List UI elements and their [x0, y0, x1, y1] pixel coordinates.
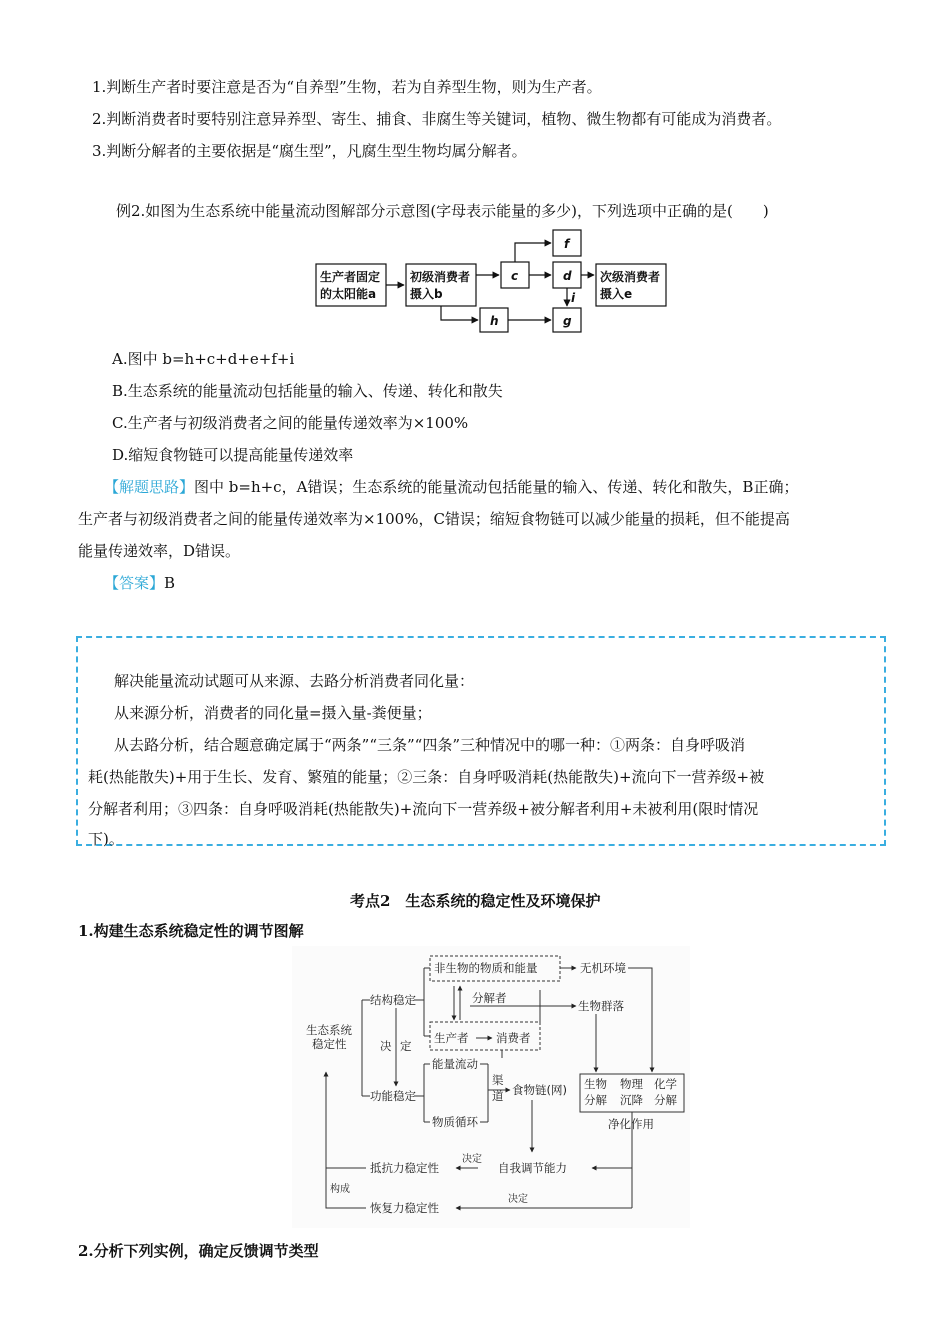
map-recover: 恢复力稳定性	[370, 1201, 439, 1215]
h-label: h	[490, 314, 499, 328]
note-2: 2.判断消费者时要特别注意异养型、寄生、捕食、非腐生等关键词，植物、微生物都有可能成为消费者。	[92, 110, 782, 128]
map-resist: 抵抗力稳定性	[370, 1161, 439, 1175]
producer-label-2: 的太阳能a	[320, 287, 377, 301]
option-b: B.生态系统的能量流动包括能量的输入、传递、转化和散失	[112, 382, 503, 400]
answer-value: B	[164, 574, 176, 592]
producer-label-1: 生产者固定	[320, 270, 381, 284]
map-matter-cycle: 物质循环	[432, 1115, 478, 1129]
tip-line-4: 耗(热能散失)+用于生长、发育、繁殖的能量；②三条：自身呼吸消耗(热能散失)+流向下一营养级+被	[88, 768, 765, 786]
energy-flow-diagram	[300, 224, 680, 336]
tip-line-1: 解决能量流动试题可从来源、去路分析消费者同化量：	[114, 672, 475, 690]
map-inorganic: 无机环境	[580, 961, 626, 975]
map-compose: 构成	[330, 1184, 350, 1195]
primary-label-1: 初级消费者	[410, 270, 471, 284]
i-label: i	[571, 291, 576, 305]
analysis-line-1	[104, 476, 798, 497]
map-decide-a: 决定	[462, 1154, 482, 1165]
map-decide-v1: 决	[380, 1039, 392, 1053]
option-a: A.图中 b=h+c+d+e+f+i	[112, 350, 295, 368]
map-root-1: 生态系统	[306, 1023, 352, 1037]
map-root-2: 稳定性	[312, 1037, 347, 1051]
example-stem: 例2.如图为生态系统中能量流动图解部分示意图(字母表示能量的多少)，下列选项中正确的是( )	[116, 202, 769, 220]
option-d: D.缩短食物链可以提高能量传递效率	[112, 446, 354, 464]
analysis-text-1: 图中 b=h+c，A错误；生态系统的能量流动包括能量的输入、传递、转化和散失，B正确；	[194, 478, 799, 496]
option-c: C.生产者与初级消费者之间的能量传递效率为×100%	[112, 414, 469, 432]
map-food-chain: 食物链(网)	[512, 1083, 567, 1097]
f-label: f	[564, 237, 570, 251]
section-title: 考点2 生态系统的稳定性及环境保护	[350, 892, 601, 910]
answer-tag: 【答案】	[104, 574, 165, 592]
map-channel-1: 渠	[492, 1073, 504, 1087]
stability-concept-map	[292, 946, 690, 1228]
analysis-line-3: 能量传递效率，D错误。	[78, 542, 241, 560]
map-phy-1: 物理	[620, 1077, 643, 1091]
map-structure: 结构稳定	[370, 993, 416, 1007]
map-channel-2: 道	[492, 1089, 504, 1103]
map-community: 生物群落	[578, 999, 624, 1013]
answer-line	[104, 572, 175, 593]
secondary-label-2: 摄入e	[600, 287, 633, 301]
tip-line-2: 从来源分析，消费者的同化量=摄入量-粪便量；	[114, 704, 432, 722]
tip-line-3: 从去路分析，结合题意确定属于“两条”“三条”“四条”三种情况中的哪一种：①两条：自身呼吸消	[114, 736, 746, 754]
analysis-tag: 【解题思路】	[104, 478, 195, 496]
subheading-1: 1.构建生态系统稳定性的调节图解	[78, 922, 304, 940]
map-bio-1: 生物	[584, 1077, 607, 1091]
map-producer: 生产者	[434, 1031, 469, 1045]
note-1: 1.判断生产者时要注意是否为“自养型”生物，若为自养型生物，则为生产者。	[92, 78, 602, 96]
map-abiotic: 非生物的物质和能量	[434, 961, 538, 975]
map-chem-2: 分解	[654, 1093, 677, 1107]
map-decomposer: 分解者	[472, 991, 507, 1005]
tip-line-6: 下)。	[88, 830, 124, 848]
map-decide-v2: 定	[400, 1039, 412, 1053]
d-label: d	[563, 269, 572, 283]
subheading-2: 2.分析下列实例，确定反馈调节类型	[78, 1242, 319, 1260]
map-decide-b: 决定	[508, 1194, 528, 1205]
map-self-reg: 自我调节能力	[498, 1161, 567, 1175]
map-chem-1: 化学	[654, 1077, 677, 1091]
tip-box	[76, 636, 886, 846]
map-phy-2: 沉降	[620, 1093, 643, 1107]
tip-line-5: 分解者利用；③四条：自身呼吸消耗(热能散失)+流向下一营养级+被分解者利用+未被利用(限时情况	[88, 800, 759, 818]
analysis-line-2: 生产者与初级消费者之间的能量传递效率为×100%，C错误；缩短食物链可以减少能量的损耗，但不能提高	[78, 510, 790, 528]
c-label: c	[511, 269, 519, 283]
g-label: g	[563, 314, 572, 328]
secondary-label-1: 次级消费者	[600, 270, 661, 284]
map-purify: 净化作用	[608, 1117, 654, 1131]
map-consumer: 消费者	[496, 1031, 531, 1045]
map-energy-flow: 能量流动	[432, 1057, 478, 1071]
note-3: 3.判断分解者的主要依据是“腐生型”，凡腐生型生物均属分解者。	[92, 142, 527, 160]
map-bio-2: 分解	[584, 1093, 607, 1107]
map-function: 功能稳定	[370, 1089, 416, 1103]
primary-label-2: 摄入b	[410, 287, 443, 301]
